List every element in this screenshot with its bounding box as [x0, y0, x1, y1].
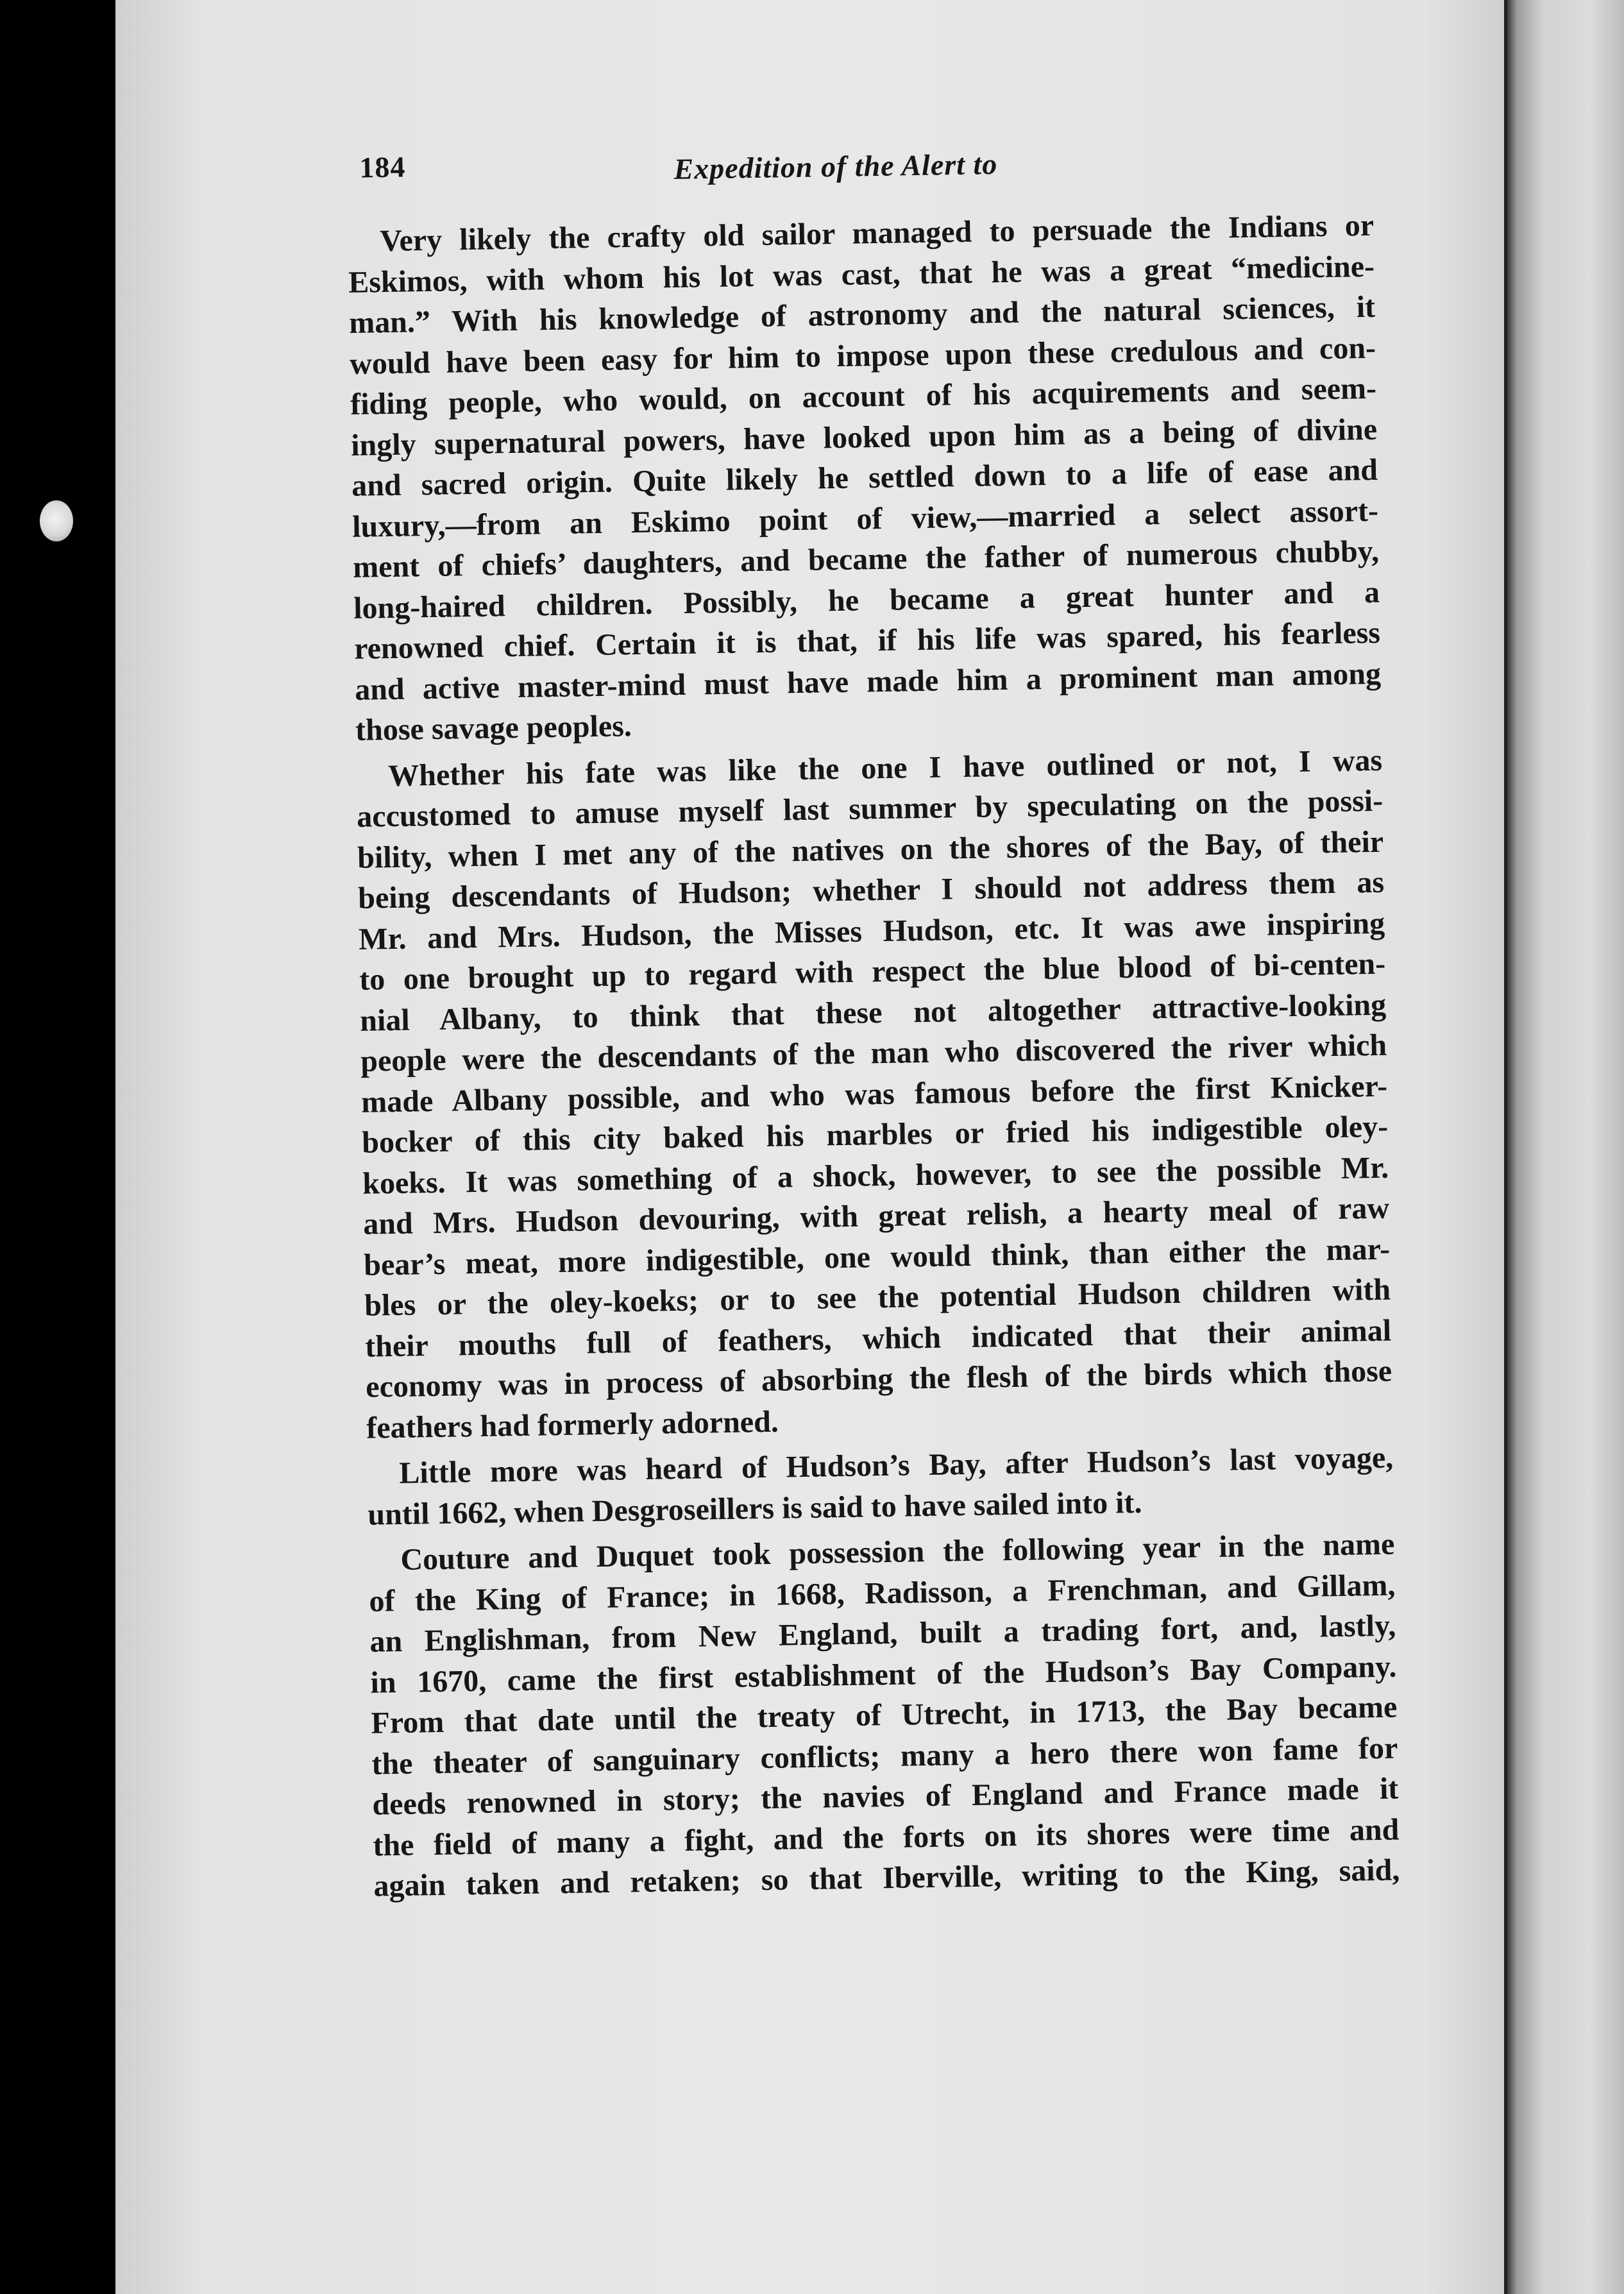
text-line: made Albany possible, and who was famous before the first Knicker- — [360, 1069, 1388, 1119]
next-page-edge — [1507, 0, 1624, 2294]
running-title: Expedition of the Alert to — [673, 148, 998, 185]
text-line: bility, when I met any of the natives on the shores of the Bay, of their — [357, 824, 1384, 875]
text-line: deeds renowned in story; the navies of England and France made it — [372, 1771, 1399, 1822]
text-line: to one brought up to regard with respect the blue blood of bi-centen- — [359, 946, 1386, 997]
text-line: ingly supernatural powers, have looked upon him as a being of divine — [350, 412, 1378, 463]
text-line: nial Albany, to think that these not altogether attractive-looking — [359, 987, 1387, 1038]
text-line: bear’s meat, more indigestible, one would think, than either the mar- — [363, 1232, 1391, 1282]
text-line: their mouths full of feathers, which indicated that their animal — [364, 1313, 1392, 1364]
text-line: people were the descendants of the man who discovered the river which — [360, 1028, 1387, 1078]
text-line: being descendants of Hudson; whether I should not address them as — [357, 865, 1385, 915]
paragraph — [367, 1438, 1394, 1535]
text-line: an Englishman, from New England, built a trading fort, and, lastly, — [369, 1608, 1396, 1659]
text-line: Little more was heard of Hudson’s Bay, after Hudson’s last voyage, — [398, 1440, 1394, 1490]
text-line: and active master-mind must have made him a prominent man among — [354, 656, 1382, 707]
paragraph — [356, 740, 1393, 1448]
text-line: Mr. and Mrs. Hudson, the Misses Hudson, etc. It was awe inspiring — [358, 906, 1385, 956]
text-line: the theater of sanguinary conflicts; many a hero there won fame for — [371, 1731, 1398, 1781]
text-line: the field of many a fight, and the forts on its shores were time and — [373, 1812, 1400, 1863]
text-line: accustomed to amuse myself last summer by speculating on the possi- — [356, 783, 1383, 834]
text-line: economy was in process of absorbing the flesh of the birds which those — [365, 1354, 1392, 1404]
text-line: koeks. It was something of a shock, however, to see the possible Mr. — [362, 1150, 1389, 1201]
page-text-block — [346, 135, 1400, 1912]
text-line: in 1670, came the first establishment of the Hudson’s Bay Company. — [370, 1649, 1397, 1700]
text-line: those savage peoples. — [355, 709, 632, 747]
text-line: Very likely the crafty old sailor managed to persuade the Indians or — [379, 208, 1374, 259]
text-line: would have been easy for him to impose upon these credulous and con- — [349, 330, 1376, 381]
paper-blemish — [40, 500, 73, 541]
text-line: again taken and retaken; so that Iberville, writing to the King, said, — [373, 1853, 1400, 1903]
page-number: 184 — [359, 150, 406, 184]
text-line: Couture and Duquet took possession the following year in the name — [400, 1527, 1395, 1577]
text-line: bocker of this city baked his marbles or fried his indigestible oley- — [361, 1109, 1389, 1160]
text-line: fiding people, who would, on account of his acquirements and seem- — [350, 371, 1377, 421]
text-line: From that date until the treaty of Utrecht, in 1713, the Bay became — [371, 1690, 1398, 1740]
text-line: of the King of France; in 1668, Radisson, a Frenchman, and Gillam, — [369, 1568, 1396, 1619]
text-line: man.” With his knowledge of astronomy and the natural sciences, it — [348, 289, 1376, 340]
text-line: Whether his fate was like the one I have outlined or not, I was — [387, 743, 1383, 793]
text-line: long-haired children. Possibly, he became a great hunter and a — [353, 575, 1380, 625]
text-line: bles or the oley-koeks; or to see the potential Hudson children with — [364, 1272, 1391, 1323]
text-line: renowned chief. Certain it is that, if his life was spared, his fearless — [353, 615, 1381, 666]
text-line: until 1662, when Desgroseillers is said to have sailed into it. — [367, 1485, 1142, 1532]
text-line: and sacred origin. Quite likely he settled down to a life of ease and — [351, 452, 1378, 503]
text-line: ment of chiefs’ daughters, and became the father of numerous chubby, — [352, 534, 1380, 584]
text-line: luxury,—from an Eskimo point of view,—married a select assort- — [351, 493, 1379, 544]
paragraph — [348, 205, 1382, 751]
text-line: Eskimos, with whom his lot was cast, that he was a great “medicine- — [348, 249, 1375, 300]
text-line: feathers had formerly adorned. — [366, 1404, 779, 1445]
text-line: and Mrs. Hudson devouring, with great relish, a hearty meal of raw — [362, 1191, 1390, 1241]
paragraph — [368, 1524, 1400, 1907]
